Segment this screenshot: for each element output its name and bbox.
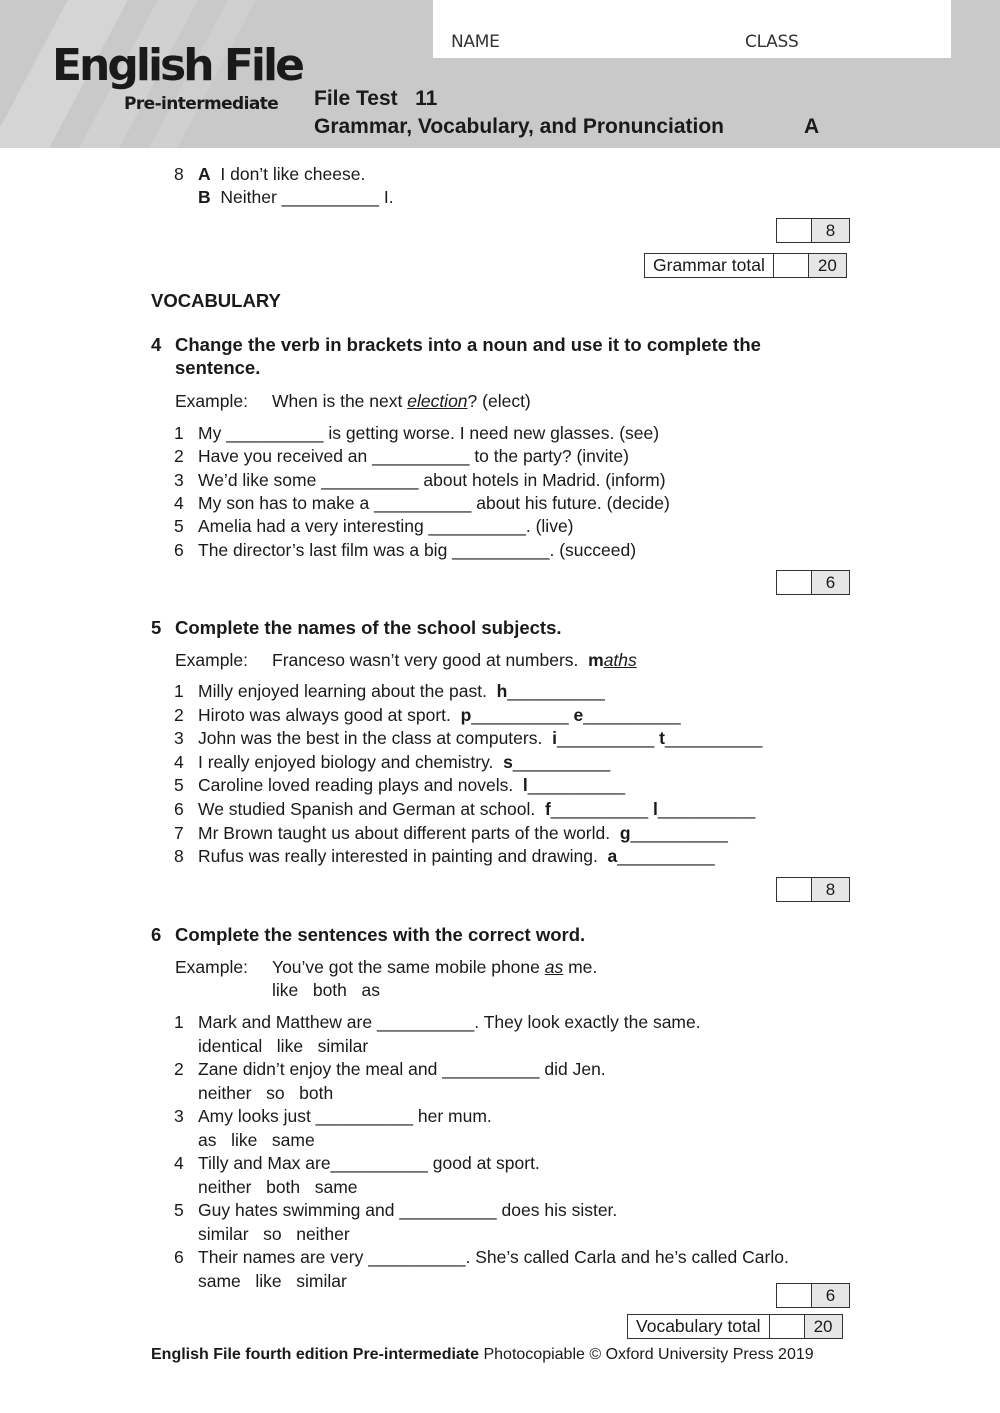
ex5-instruction: Complete the names of the school subjects. xyxy=(175,617,562,638)
subject-item xyxy=(198,727,762,749)
first-letter: g xyxy=(619,822,631,843)
item-clue: Caroline loved reading plays and novels. xyxy=(198,775,523,796)
test-subtitle: Grammar, Vocabulary, and Pronunciation xyxy=(314,115,724,138)
score-input[interactable] xyxy=(777,219,812,242)
vocabulary-total-input[interactable] xyxy=(770,1315,805,1338)
grammar-total-max: 20 xyxy=(809,254,846,277)
item-number: 2 xyxy=(174,446,184,467)
word-options: neither so both xyxy=(198,1082,334,1103)
answer-blank[interactable]: __________ xyxy=(550,799,653,819)
vocabulary-heading: VOCABULARY xyxy=(151,290,281,311)
line-a-text: I don’t like cheese. xyxy=(220,164,366,184)
score-max: 6 xyxy=(812,1284,849,1307)
example-answer: election xyxy=(407,391,468,411)
logo-subtitle: Pre-intermediate xyxy=(124,94,279,114)
vocabulary-total-max: 20 xyxy=(805,1315,842,1338)
item-number: 6 xyxy=(174,799,184,819)
page-header xyxy=(0,0,1000,148)
item-number: 3 xyxy=(174,728,184,749)
copyright-footer xyxy=(151,1346,814,1364)
item-clue: Mr Brown taught us about different parts of the world. xyxy=(198,822,620,843)
item-number: 4 xyxy=(174,751,184,772)
answer-blank[interactable]: __________ xyxy=(527,775,626,796)
score-max: 8 xyxy=(812,219,849,242)
gap-fill-sentence[interactable]: Amelia had a very interesting __________. (live) xyxy=(198,516,574,537)
test-version: A xyxy=(804,115,820,138)
ex6-example-options: like both as xyxy=(272,980,380,1000)
english-file-logo xyxy=(52,40,302,114)
subject-item xyxy=(198,798,755,820)
ex5-number: 5 xyxy=(151,617,162,638)
grammar-total-input[interactable] xyxy=(774,254,809,277)
first-letter: t xyxy=(659,728,665,749)
answer-blank[interactable]: __________ xyxy=(630,822,728,843)
score-input[interactable] xyxy=(777,571,812,594)
answer-blank[interactable]: __________ xyxy=(507,681,605,701)
first-letter: f xyxy=(544,799,551,819)
item-number: 7 xyxy=(174,822,184,843)
subject-item xyxy=(198,845,715,867)
item-clue: Hiroto was always good at sport. xyxy=(198,704,461,725)
gap-fill-sentence[interactable]: Amy looks just __________ her mum. xyxy=(198,1106,492,1126)
ex4-instruction-line2: sentence. xyxy=(175,357,261,378)
item-number: 8 xyxy=(174,164,184,184)
gap-fill-sentence[interactable]: My __________ is getting worse. I need new glasses. (see) xyxy=(198,423,660,443)
item-number: 5 xyxy=(174,775,184,796)
ex6-score xyxy=(776,1283,850,1308)
grammar-ex3-score xyxy=(776,218,850,243)
ex6-number: 6 xyxy=(151,924,162,945)
subject-item xyxy=(198,822,728,844)
test-title xyxy=(314,85,820,141)
subject-item xyxy=(198,680,605,702)
ex5-score xyxy=(776,877,850,902)
example-text: When is the next xyxy=(272,391,408,411)
score-input[interactable] xyxy=(777,1284,812,1307)
first-letter: l xyxy=(653,799,658,819)
example-answer: aths xyxy=(603,650,637,670)
first-letter: a xyxy=(607,846,618,867)
ex4-instruction-line1: Change the verb in brackets into a noun and use it to complete the xyxy=(175,334,761,355)
item-clue: We studied Spanish and German at school. xyxy=(198,799,545,819)
first-letter: p xyxy=(460,704,472,725)
answer-blank[interactable]: __________ xyxy=(617,846,715,867)
item-number: 1 xyxy=(174,681,184,701)
ex6-example xyxy=(272,956,597,978)
example-text-end: ? (elect) xyxy=(467,391,531,411)
example-text-end: me. xyxy=(563,957,598,977)
name-class-box xyxy=(433,0,951,58)
score-max: 8 xyxy=(812,878,849,901)
item-number: 4 xyxy=(174,492,184,513)
answer-blank[interactable]: __________ xyxy=(512,751,611,772)
first-letter: l xyxy=(522,775,528,796)
item-number: 2 xyxy=(174,704,184,725)
item-clue: I really enjoyed biology and chemistry. xyxy=(198,751,504,772)
item-clue: Milly enjoyed learning about the past. xyxy=(198,681,497,701)
item-number: 5 xyxy=(174,1200,184,1220)
item-number: 5 xyxy=(174,516,184,537)
grammar-item-8 xyxy=(174,163,184,185)
first-letter: e xyxy=(573,704,584,725)
item-number: 1 xyxy=(174,1012,184,1032)
ex4-number: 4 xyxy=(151,334,162,355)
ex4-score xyxy=(776,570,850,595)
answer-blank[interactable]: __________ xyxy=(556,728,660,749)
word-options: neither both same xyxy=(198,1176,358,1197)
word-options: as like same xyxy=(198,1129,315,1150)
item-number: 6 xyxy=(174,1247,184,1267)
name-label: NAME xyxy=(451,32,500,52)
score-max: 6 xyxy=(812,571,849,594)
ex6-example-label: Example: xyxy=(175,957,248,977)
vocabulary-total-label: Vocabulary total xyxy=(628,1315,770,1338)
ex4-example-label: Example: xyxy=(175,391,248,411)
subject-item xyxy=(198,774,625,796)
footer-copyright: Photocopiable © Oxford University Press 2019 xyxy=(479,1346,814,1363)
subject-item xyxy=(198,751,610,773)
example-text: You’ve got the same mobile phone xyxy=(272,957,545,977)
ex5-example-label: Example: xyxy=(175,650,248,670)
gap-fill-sentence[interactable]: The director’s last film was a big __________. (succeed) xyxy=(198,539,637,560)
grammar-total-label: Grammar total xyxy=(645,254,774,277)
grammar-total-box xyxy=(644,253,847,278)
word-options: similar so neither xyxy=(198,1223,350,1244)
ex6-instruction: Complete the sentences with the correct word. xyxy=(175,924,586,945)
gap-fill-sentence[interactable]: Zane didn’t enjoy the meal and __________ did Jen. xyxy=(198,1059,606,1079)
dialogue-line-a xyxy=(198,163,365,185)
item-number: 3 xyxy=(174,1106,184,1126)
example-text: Franceso wasn’t very good at numbers. xyxy=(272,650,589,670)
logo-title: English File xyxy=(52,40,302,91)
line-b-text[interactable]: Neither __________ I. xyxy=(220,187,394,207)
ex5-example xyxy=(272,649,637,671)
item-number: 2 xyxy=(174,1059,184,1079)
item-number: 3 xyxy=(174,469,184,490)
answer-blank[interactable]: __________ xyxy=(664,728,763,749)
gap-fill-sentence[interactable]: Guy hates swimming and __________ does his sister. xyxy=(198,1200,618,1220)
speaker-b: B xyxy=(198,187,211,207)
answer-blank[interactable]: __________ xyxy=(471,704,574,725)
word-options: same like similar xyxy=(198,1270,347,1291)
answer-blank[interactable]: __________ xyxy=(657,799,756,819)
gap-fill-sentence[interactable]: We’d like some __________ about hotels in Madrid. (inform) xyxy=(198,469,666,490)
class-label: CLASS xyxy=(745,32,799,52)
speaker-a: A xyxy=(198,164,211,184)
example-answer: as xyxy=(544,957,564,977)
gap-fill-sentence[interactable]: My son has to make a __________ about his future. (decide) xyxy=(198,492,670,513)
answer-blank[interactable]: __________ xyxy=(583,704,681,725)
item-clue: Rufus was really interested in painting and drawing. xyxy=(198,846,608,867)
footer-book-title: English File fourth edition Pre-intermediate xyxy=(151,1346,480,1363)
gap-fill-sentence[interactable]: Their names are very __________. She’s called Carla and he’s called Carlo. xyxy=(198,1247,789,1267)
item-number: 8 xyxy=(174,846,184,867)
word-options: identical like similar xyxy=(198,1035,369,1056)
item-number: 1 xyxy=(174,423,184,443)
item-number: 6 xyxy=(174,539,184,560)
item-number: 4 xyxy=(174,1153,184,1173)
first-letter: h xyxy=(496,681,508,701)
vocabulary-total-box xyxy=(627,1314,843,1339)
gap-fill-sentence[interactable]: Mark and Matthew are __________. They look exactly the same. xyxy=(198,1012,701,1032)
ex4-example xyxy=(272,390,531,412)
gap-fill-sentence[interactable]: Tilly and Max are__________ good at sport. xyxy=(198,1153,540,1173)
test-number: File Test 11 xyxy=(314,87,438,110)
score-input[interactable] xyxy=(777,878,812,901)
item-clue: John was the best in the class at computers. xyxy=(198,728,553,749)
gap-fill-sentence[interactable]: Have you received an __________ to the party? (invite) xyxy=(198,446,629,467)
subject-item xyxy=(198,704,681,726)
first-letter: s xyxy=(503,751,513,772)
dialogue-line-b xyxy=(198,186,394,208)
example-letter: m xyxy=(588,650,604,670)
first-letter: i xyxy=(552,728,557,749)
